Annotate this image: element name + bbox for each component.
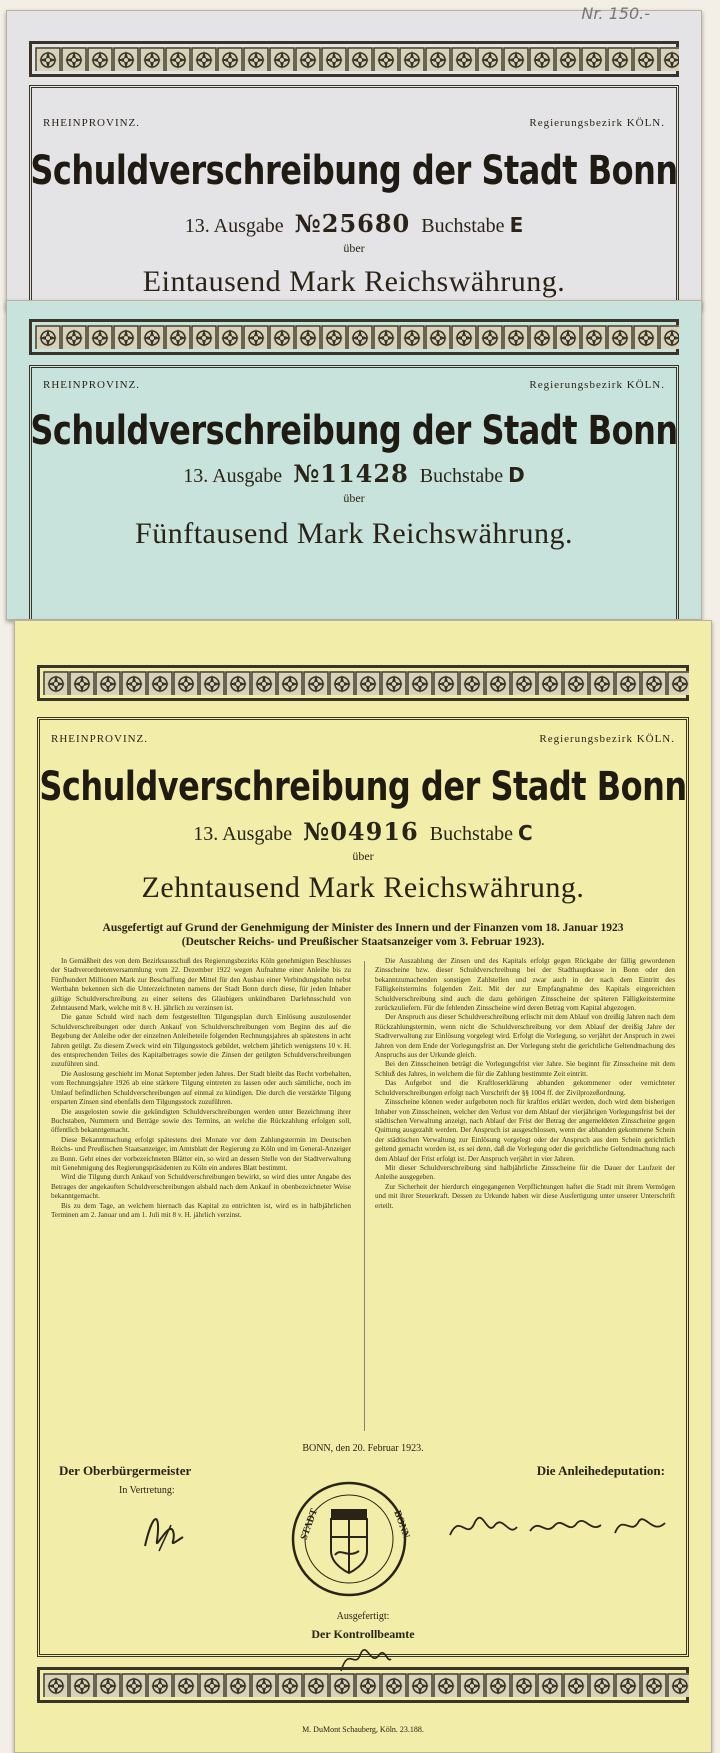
- ornamental-frieze-bottom: [37, 1667, 689, 1703]
- terms-paragraph: Die Auslosung geschieht im Monat September jeden Jahres. Der Stadt bleibt das Recht vorbehalten, vom Rechnungsjahre 1926 ab eine stärkere Tilgung eintreten zu lassen oder auch sämtliche, noch im Umlauf befindlichen Schuldverschreibungen auf einmal zu kündigen. Die durch die verstärkte Tilgung ersparten Zinsen sind ebenfalls dem Tilgungsstock zuzuführen.: [51, 1069, 351, 1107]
- terms-paragraph: Mit dieser Schuldverschreibung sind halbjährliche Zinsscheine für die Dauer der Laufzeit der Anleihe ausgegeben.: [375, 1163, 675, 1182]
- issue-label: 13. Ausgabe: [183, 465, 283, 487]
- terms-paragraph: Bis zu dem Tage, an welchem hiernach das Kapital zu entrichten ist, wird es in halbjährlichen Terminen am 2. Januar und am 1. Juli mit 8 v. H. jährlich verzinst.: [51, 1201, 351, 1219]
- bond-amount: Zehntausend Mark Reichswährung.: [141, 871, 585, 904]
- terms-paragraph: Die Auszahlung der Zinsen und des Kapitals erfolgt gegen Rückgabe der fällig gewordenen Zinsscheine bzw. dieser Schuldverschreibung bei der Stadthauptkasse in Bonn oder den bekanntzumachenden sonstigen Zahlstellen und zwar auch in der nach dem Eintritt des Fälligkeitstermins folgenden Zeit. Mit der zur Empfangnahme des Kapitals eingereichten Schuldverschreibung sind auch die dazu gehörigen Zinsscheine der späteren Fälligkeitstermine zurückzuliefern. Für die fehlenden Zinsscheine wird deren Betrag vom Kapital abgezogen.: [375, 957, 675, 1013]
- serial-number: №04916: [303, 817, 419, 846]
- province-label: RHEINPROVINZ.: [43, 379, 141, 391]
- letter-label: Buchstabe: [419, 465, 504, 487]
- deputation-signatures-icon: [445, 1507, 675, 1547]
- legal-line-2: (Deutscher Reichs- und Preußischer Staatsanzeiger vom 3. Februar 1923).: [181, 936, 545, 948]
- deputy-label: In Vertretung:: [119, 1485, 175, 1496]
- district-label: Regierungsbezirk KÖLN.: [529, 379, 665, 391]
- bond-title: Schuldverschreibung der Stadt Bonn: [39, 762, 687, 810]
- terms-paragraph: Der Anspruch aus dieser Schuldverschreibung erlischt mit dem Ablauf von dreißig Jahren nach dem Rückzahlungstermin, wenn nicht die Schuldverschreibung vor dem Ablauf der dreißig Jahre der Stadtverwaltung zur Einlösung vorgelegt wird. Erfolgt die Vorlegung, so verjährt der Anspruch in zwei Jahren von dem Ende der Vorlegungsfrist an. Der Vorlegung steht die gerichtliche Geltendmachung des Anspruchs aus der Urkunde gleich.: [375, 1013, 675, 1060]
- legal-line-1: Ausgefertigt auf Grund der Genehmigung der Minister des Innern und der Finanzen vom 18. Januar 1923: [102, 922, 624, 934]
- over-label: über: [343, 241, 365, 255]
- ornamental-frieze: [29, 41, 679, 77]
- corner-note: Nr. 150.-: [581, 4, 650, 23]
- series-letter: E: [509, 213, 524, 237]
- bond-amount: Fünftausend Mark Reichswährung.: [135, 517, 573, 550]
- place-date: BONN, den 20. Februar 1923.: [302, 1443, 424, 1454]
- terms-paragraph: In Gemäßheit des von dem Bezirksausschuß des Regierungsbezirks Köln genehmigten Beschlusses der Stadtverordnetenversammlung vom 22. Dezember 1922 wegen Aufnahme einer Anleihe bis zu Fünfhundert Millionen Mark zur Beschaffung der Mittel für den Ausbau einer Verbindungsbahn nebst Wertbahn bekennen sich die Unterzeichneten namens der Stadt Bonn durch diese, für jeden Inhaber gültige Schuldverschreibung zu einer seitens des Gläubigers unkündbaren Darlehnsschuld von Zehntausend Mark, welche mit 8 v. H. jährlich zu verzinsen ist.: [51, 957, 351, 1013]
- province-label: RHEINPROVINZ.: [51, 733, 149, 745]
- issue-line: [7, 459, 701, 488]
- serial-number: №25680: [294, 209, 411, 238]
- district-label: Regierungsbezirk KÖLN.: [529, 117, 665, 129]
- printer-imprint: M. DuMont Schauberg, Köln. 23.188.: [302, 1725, 424, 1734]
- terms-paragraph: Die ganze Schuld wird nach dem festgestellten Tilgungsplan durch Einlösung auszulosender Schuldverschreibungen oder durch Ankauf von Schuldverschreibungen vom Beginn des auf die Begebung der Anleihe oder der einzelnen Anleiheteile folgenden Rechnungsjahres ab spätestens in acht Jahren getilgt. Zu diesem Zweck wird ein Tilgungsstock gebildet, welchem jährlich wenigstens 10 v. H. des entsprechenden Teiles des Kapitalbetrages sowie die Zinsen der getilgten Schuldverschreibungen zuzuführen sind.: [51, 1013, 351, 1069]
- issue-line: [15, 817, 711, 846]
- bond-sheet-3: [14, 620, 712, 1753]
- deputation-label: Die Anleihedeputation:: [536, 1463, 665, 1478]
- controller-label: Der Kontrollbeamte: [311, 1627, 415, 1641]
- terms-paragraph: Wird die Tilgung durch Ankauf von Schuldverschreibungen bewirkt, so wird dies unter Angabe des Betrages der angekauften Schuldverschreibungen alsbald nach dem Ankauf in obenbezeichneter Weise bekanntgemacht.: [51, 1173, 351, 1201]
- terms-paragraph: Bei den Zinsscheinen beträgt die Vorlegungsfrist vier Jahre. Sie beginnt für Zinsscheine mit dem Schluß des Jahres, in welchem die für die Zahlung bestimmte Zeit eintritt.: [375, 1060, 675, 1078]
- header-row: [43, 379, 665, 391]
- ornamental-frieze: [29, 319, 679, 355]
- issued-label: Ausgefertigt:: [336, 1611, 390, 1622]
- issue-line: [7, 209, 701, 238]
- series-letter: D: [508, 463, 525, 487]
- district-label: Regierungsbezirk KÖLN.: [539, 733, 675, 745]
- serial-number: №11428: [293, 459, 409, 488]
- issue-label: 13. Ausgabe: [193, 823, 293, 845]
- bond-sheet-2: [6, 300, 702, 620]
- issue-label: 13. Ausgabe: [184, 215, 284, 237]
- terms-column-left: [51, 957, 351, 1220]
- mayor-label: Der Oberbürgermeister: [59, 1463, 192, 1478]
- letter-label: Buchstabe: [429, 823, 514, 845]
- terms-paragraph: Die ausgelosten sowie die gekündigten Schuldverschreibungen werden unter Bezeichnung ihrer Buchstaben, Nummern und Beträge sowie des Termins, an welche die Rückzahlung erfolgen soll, öffentlich bekanntgemacht.: [51, 1107, 351, 1135]
- header-row: [51, 733, 675, 745]
- province-label: RHEINPROVINZ.: [43, 117, 141, 129]
- terms-column-right: [375, 957, 675, 1211]
- mayor-signature-icon: [135, 1501, 195, 1561]
- over-label: über: [352, 849, 374, 863]
- terms-paragraph: Das Aufgebot und die Kraftloserklärung abhanden gekommener oder vernichteter Schuldverschreibungen erfolgt nach Vorschrift der §§ 1004 ff. der Zivilprozeßordnung.: [375, 1079, 675, 1097]
- terms-paragraph: Zinsscheine können weder aufgeboten noch für kraftlos erklärt werden, doch wird dem bisherigen Inhaber von Zinsscheinen, welcher den Verlust vor dem Ablauf der vierjährigen Vorlegungsfrist bei der städtischen Verwaltung anzeigt, nach Ablauf der Frist der Betrag der angemeldeten Zinsscheine gegen Quittung ausgezahlt werden. Der Anspruch ist ausgeschlossen, wenn der abhanden gekommene Schein der städtischen Verwaltung zur Einlösung vorgelegt oder der Anspruch aus dem Schein gerichtlich geltend gemacht worden ist, es sei denn, daß die Vorlegung oder die gerichtliche Geltendmachung nach dem Ablauf der Frist erfolgt ist. Der Anspruch verjährt in vier Jahren.: [375, 1098, 675, 1163]
- series-letter: C: [518, 821, 533, 845]
- bond-title: Schuldverschreibung der Stadt Bonn: [30, 146, 678, 194]
- ornamental-frieze-top: [37, 665, 689, 701]
- terms-paragraph: Zur Sicherheit der hierdurch eingegangenen Verpflichtungen haftet die Stadt mit ihrem Vermögen und mit ihrer Steuerkraft. Dessen zu Urkunde haben wir diese Ausfertigung unter unserer Unterschrift erteilt.: [375, 1182, 675, 1210]
- bond-sheet-1: [6, 10, 702, 310]
- bond-amount: Eintausend Mark Reichswährung.: [142, 265, 566, 298]
- legal-basis: [55, 921, 671, 949]
- column-divider: [364, 961, 365, 1431]
- seal-text-right: BONN: [391, 1509, 412, 1540]
- bond-title: Schuldverschreibung der Stadt Bonn: [30, 406, 678, 454]
- terms-paragraph: Diese Bekanntmachung erfolgt spätestens drei Monate vor dem Zahlungstermin im Deutschen Reichs- und Preußischen Staatsanzeiger, im Amtsblatt der Regierung zu Köln und im General-Anzeiger zu Bonn. Geht eines der vorbezeichneten Blätter ein, so wird an dessen Stelle von der Stadtverwaltung mit Genehmigung des Regierungspräsidenten zu Köln ein anderes Blatt bestimmt.: [51, 1135, 351, 1172]
- seal-text-left: STADT: [298, 1507, 321, 1542]
- letter-label: Buchstabe: [421, 215, 505, 237]
- header-row: [43, 117, 665, 129]
- over-label: über: [343, 491, 365, 505]
